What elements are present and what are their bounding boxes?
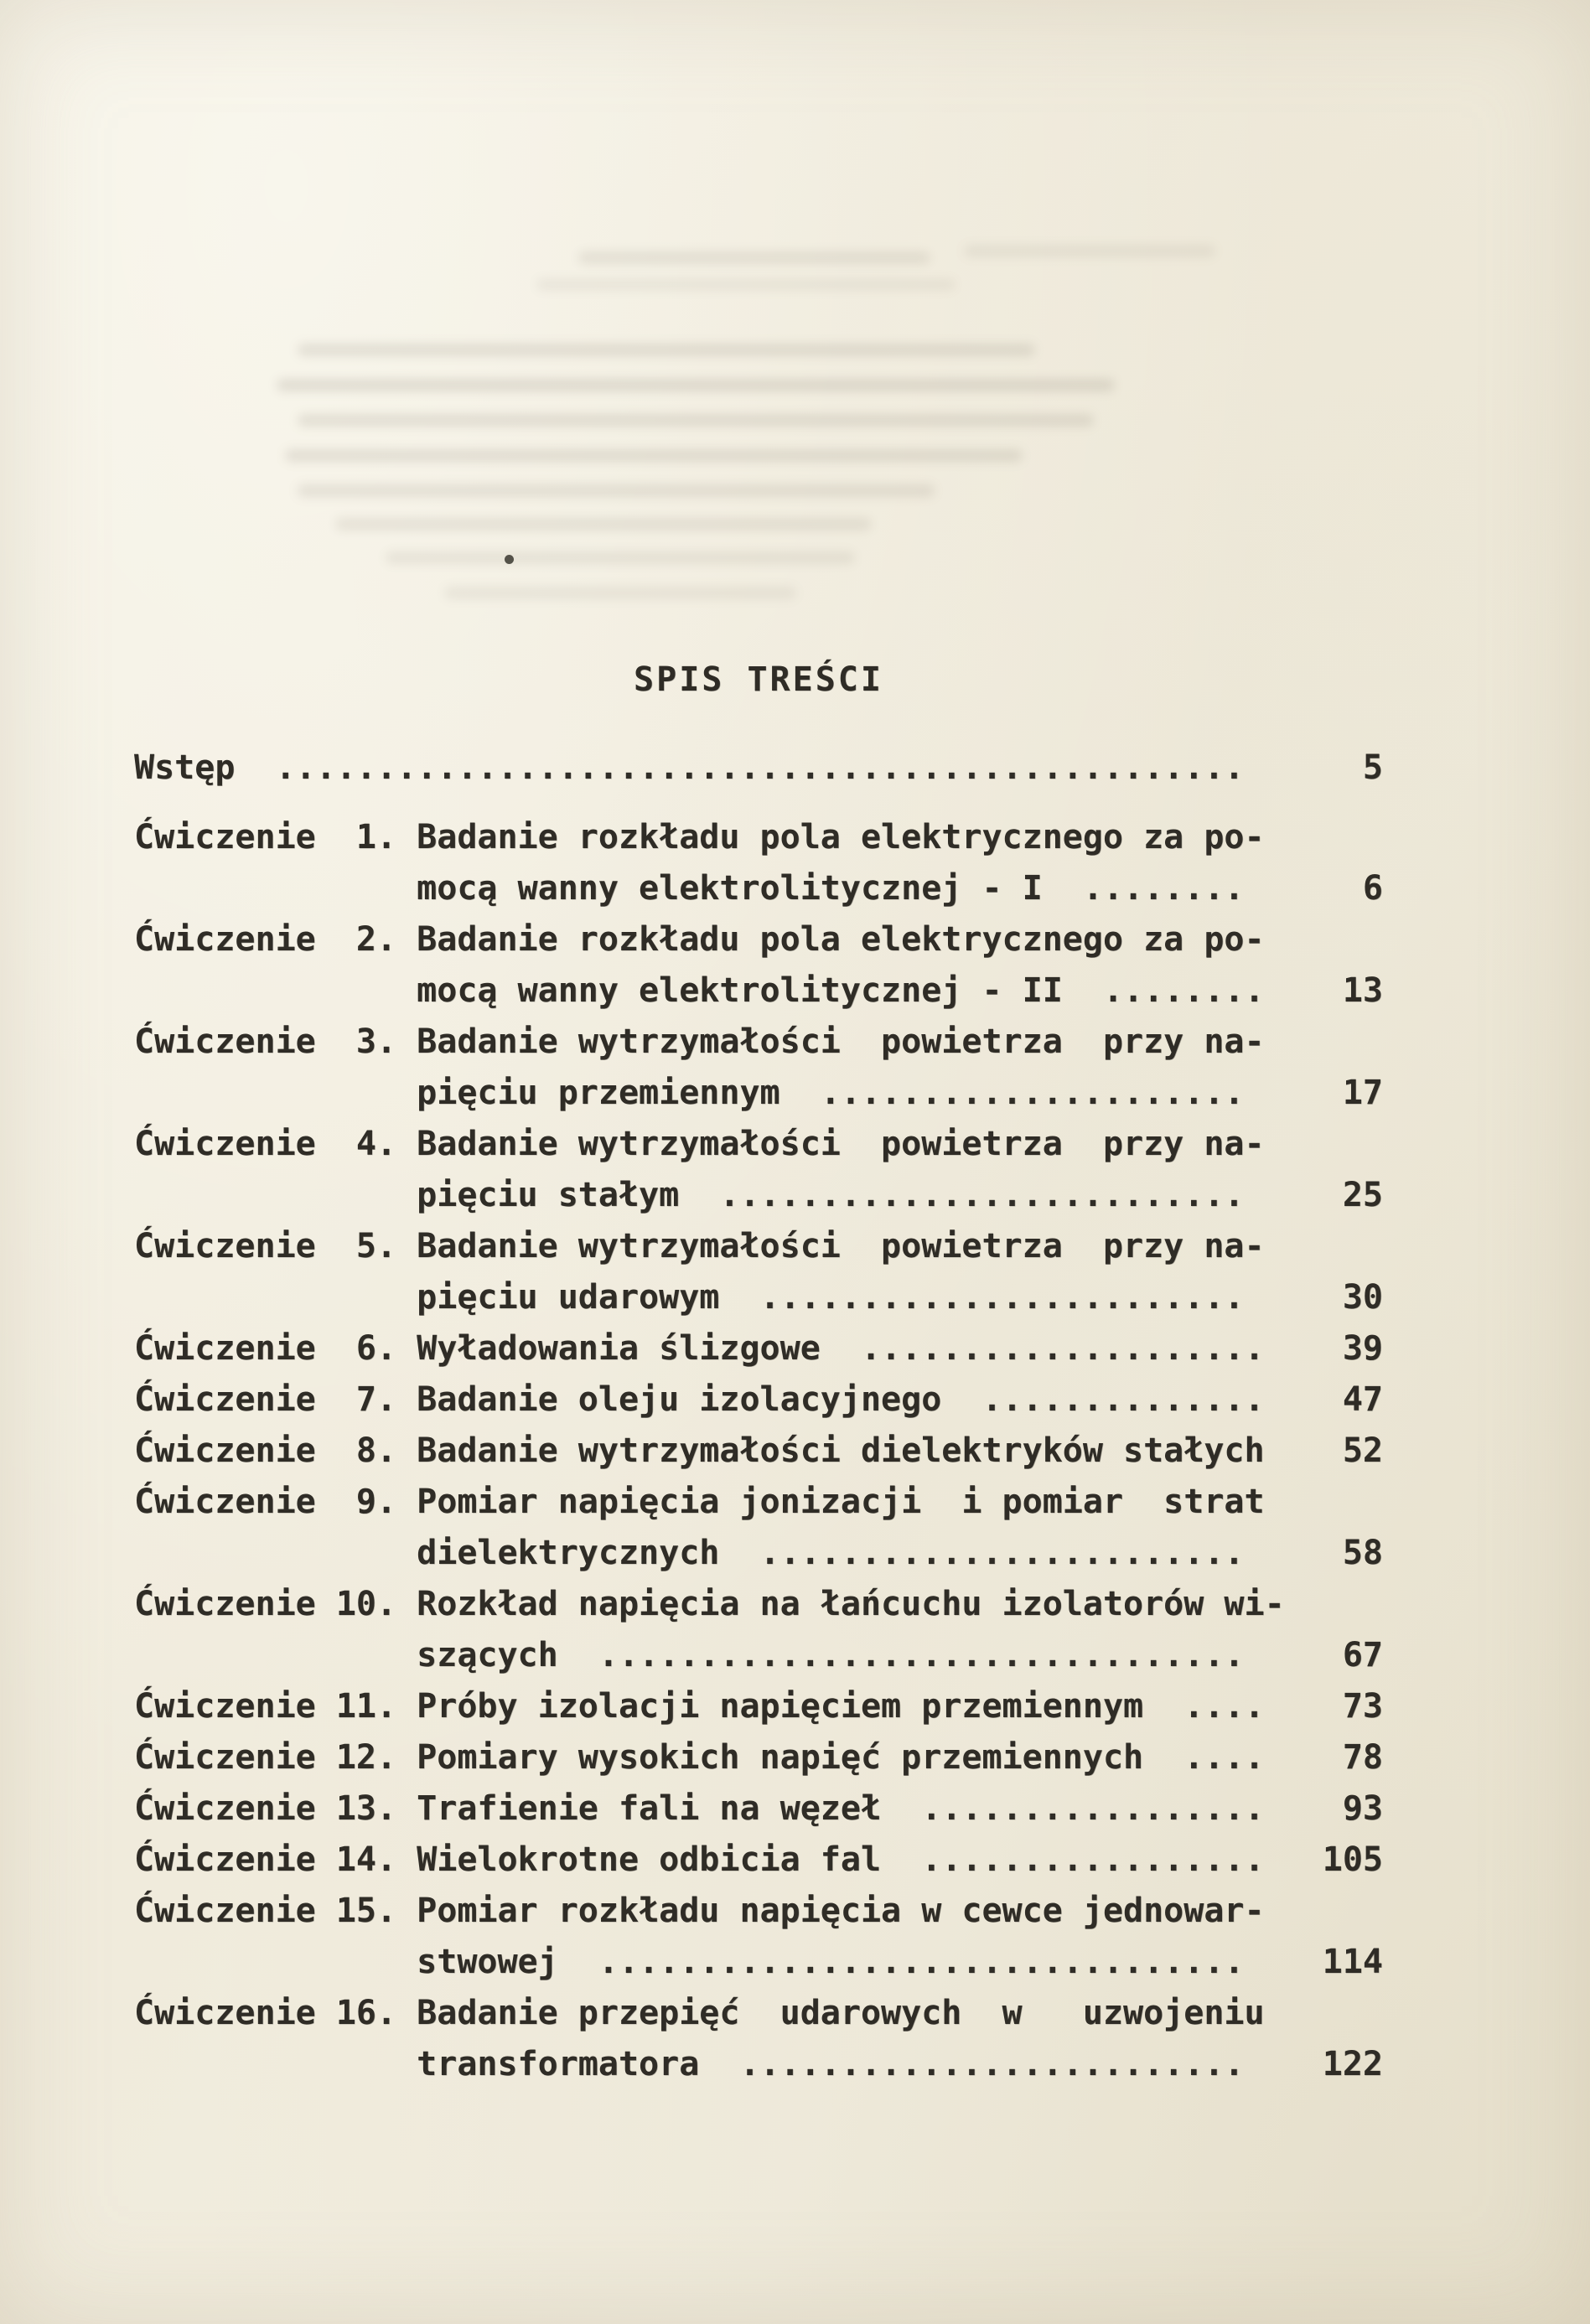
toc-entry <box>134 743 1383 794</box>
toc-page-number: 73 <box>1342 1687 1383 1726</box>
toc-page-number: 58 <box>1342 1534 1383 1572</box>
toc-entry-line: Ćwiczenie 13. Trafienie fali na węzeł ................. <box>134 1789 1265 1828</box>
toc-page-number: 52 <box>1342 1431 1383 1470</box>
toc-entry <box>134 1835 1383 1886</box>
toc-entry-lines <box>134 1119 1383 1221</box>
toc-page-number: 6 <box>1362 869 1383 908</box>
toc-entry-lines <box>134 1732 1383 1783</box>
toc-entry-line: Ćwiczenie 9. Pomiar napięcia jonizacji i pomiar strat <box>134 1483 1265 1521</box>
toc-entry-lines <box>134 1374 1383 1426</box>
toc-entry-line: Ćwiczenie 4. Badanie wytrzymałości powietrza przy na- <box>134 1125 1265 1163</box>
toc-entry-lines <box>134 812 1383 914</box>
toc-page-number: 78 <box>1342 1738 1383 1777</box>
toc-list <box>134 743 1383 2090</box>
toc-entry-line: Ćwiczenie 12. Pomiary wysokich napięć przemiennych .... <box>134 1738 1265 1777</box>
toc-entry <box>134 1886 1383 1988</box>
toc-page-number: 105 <box>1322 1840 1383 1879</box>
ink-dot <box>505 555 514 564</box>
toc-entry-line: Ćwiczenie 5. Badanie wytrzymałości powietrza przy na- <box>134 1227 1265 1266</box>
toc-entry-line: Ćwiczenie 7. Badanie oleju izolacyjnego .............. <box>134 1380 1265 1419</box>
toc-entry <box>134 1374 1383 1426</box>
toc-entry-lines <box>134 743 1383 794</box>
bleed-through-mark <box>536 278 956 291</box>
toc-entry-line: pięciu stałym .......................... <box>134 1176 1245 1214</box>
toc-page-number: 39 <box>1342 1329 1383 1368</box>
toc-entry-line: dielektrycznych ........................ <box>134 1534 1245 1572</box>
toc-entry-line: Ćwiczenie 6. Wyładowania ślizgowe .................... <box>134 1329 1265 1368</box>
toc-page-number: 93 <box>1342 1789 1383 1828</box>
toc-page-number: 30 <box>1342 1278 1383 1317</box>
bleed-through-mark <box>298 344 1035 356</box>
toc-entry-line: mocą wanny elektrolitycznej - II ........ <box>134 971 1265 1010</box>
toc-entry-lines <box>134 1681 1383 1732</box>
toc-title: SPIS TREŚCI <box>634 660 883 699</box>
toc-entry-lines <box>134 1426 1383 1477</box>
bleed-through-mark <box>444 587 796 599</box>
toc-entry-line: transformatora ......................... <box>134 2045 1245 2083</box>
toc-entry-line: szących ................................ <box>134 1636 1245 1674</box>
toc-entry-line: Ćwiczenie 3. Badanie wytrzymałości powietrza przy na- <box>134 1022 1265 1061</box>
toc-entry-line: Ćwiczenie 15. Pomiar rozkładu napięcia w cewce jednowar- <box>134 1892 1265 1930</box>
toc-entry-lines <box>134 1835 1383 1886</box>
toc-entry <box>134 1323 1383 1374</box>
toc-entry-lines <box>134 1323 1383 1374</box>
toc-entry-line: mocą wanny elektrolitycznej - I ........ <box>134 869 1245 908</box>
toc-entry-lines <box>134 1988 1383 2090</box>
toc-entry-lines <box>134 1886 1383 1988</box>
toc-entry-line: Ćwiczenie 11. Próby izolacji napięciem przemiennym .... <box>134 1687 1265 1726</box>
toc-page-number: 114 <box>1322 1943 1383 1981</box>
toc-entry-lines <box>134 1477 1383 1579</box>
bleed-through-mark <box>298 484 935 497</box>
toc-entry-lines <box>134 914 1383 1017</box>
toc-entry-line: Wstęp ................................................ <box>134 748 1245 787</box>
toc-entry-line: Ćwiczenie 1. Badanie rozkładu pola elektrycznego za po- <box>134 818 1265 857</box>
toc-entry <box>134 1221 1383 1323</box>
toc-entry <box>134 1988 1383 2090</box>
toc-entry <box>134 1783 1383 1835</box>
toc-entry <box>134 1579 1383 1681</box>
toc-page-number: 47 <box>1342 1380 1383 1419</box>
toc-entry <box>134 914 1383 1017</box>
toc-entry-lines <box>134 1221 1383 1323</box>
toc-entry-line: Ćwiczenie 8. Badanie wytrzymałości dielektryków stałych <box>134 1431 1265 1470</box>
toc-entry-line: Ćwiczenie 14. Wielokrotne odbicia fal ................. <box>134 1840 1265 1879</box>
toc-entry-line: stwowej ................................ <box>134 1943 1245 1981</box>
toc-entry-line: pięciu udarowym ........................ <box>134 1278 1245 1317</box>
toc-entry-line: Ćwiczenie 16. Badanie przepięć udarowych w uzwojeniu <box>134 1994 1265 2032</box>
toc-entry-lines <box>134 1579 1383 1681</box>
bleed-through-mark <box>964 245 1215 257</box>
toc-entry <box>134 1477 1383 1579</box>
toc-entry <box>134 1017 1383 1119</box>
toc-entry-lines <box>134 1783 1383 1835</box>
toc-page-number: 13 <box>1342 971 1383 1010</box>
toc-page-number: 25 <box>1342 1176 1383 1214</box>
bleed-through-mark <box>578 251 930 264</box>
toc-page-number: 17 <box>1342 1074 1383 1112</box>
bleed-through-mark <box>277 379 1115 391</box>
toc-entry <box>134 812 1383 914</box>
toc-entry-line: Ćwiczenie 10. Rozkład napięcia na łańcuchu izolatorów wi- <box>134 1585 1285 1623</box>
toc-page-number: 122 <box>1322 2045 1383 2083</box>
toc-entry-line: Ćwiczenie 2. Badanie rozkładu pola elektrycznego za po- <box>134 920 1265 959</box>
toc-entry-lines <box>134 1017 1383 1119</box>
toc-page-number: 67 <box>1342 1636 1383 1674</box>
bleed-through-mark <box>298 414 1094 427</box>
toc-entry <box>134 1426 1383 1477</box>
toc-page-number: 5 <box>1362 748 1383 787</box>
bleed-through-mark <box>386 551 855 564</box>
toc-entry <box>134 1119 1383 1221</box>
toc-entry <box>134 1732 1383 1783</box>
toc-entry-line: pięciu przemiennym ..................... <box>134 1074 1245 1112</box>
toc-entry <box>134 1681 1383 1732</box>
bleed-through-mark <box>285 449 1023 462</box>
bleed-through-mark <box>335 518 872 531</box>
